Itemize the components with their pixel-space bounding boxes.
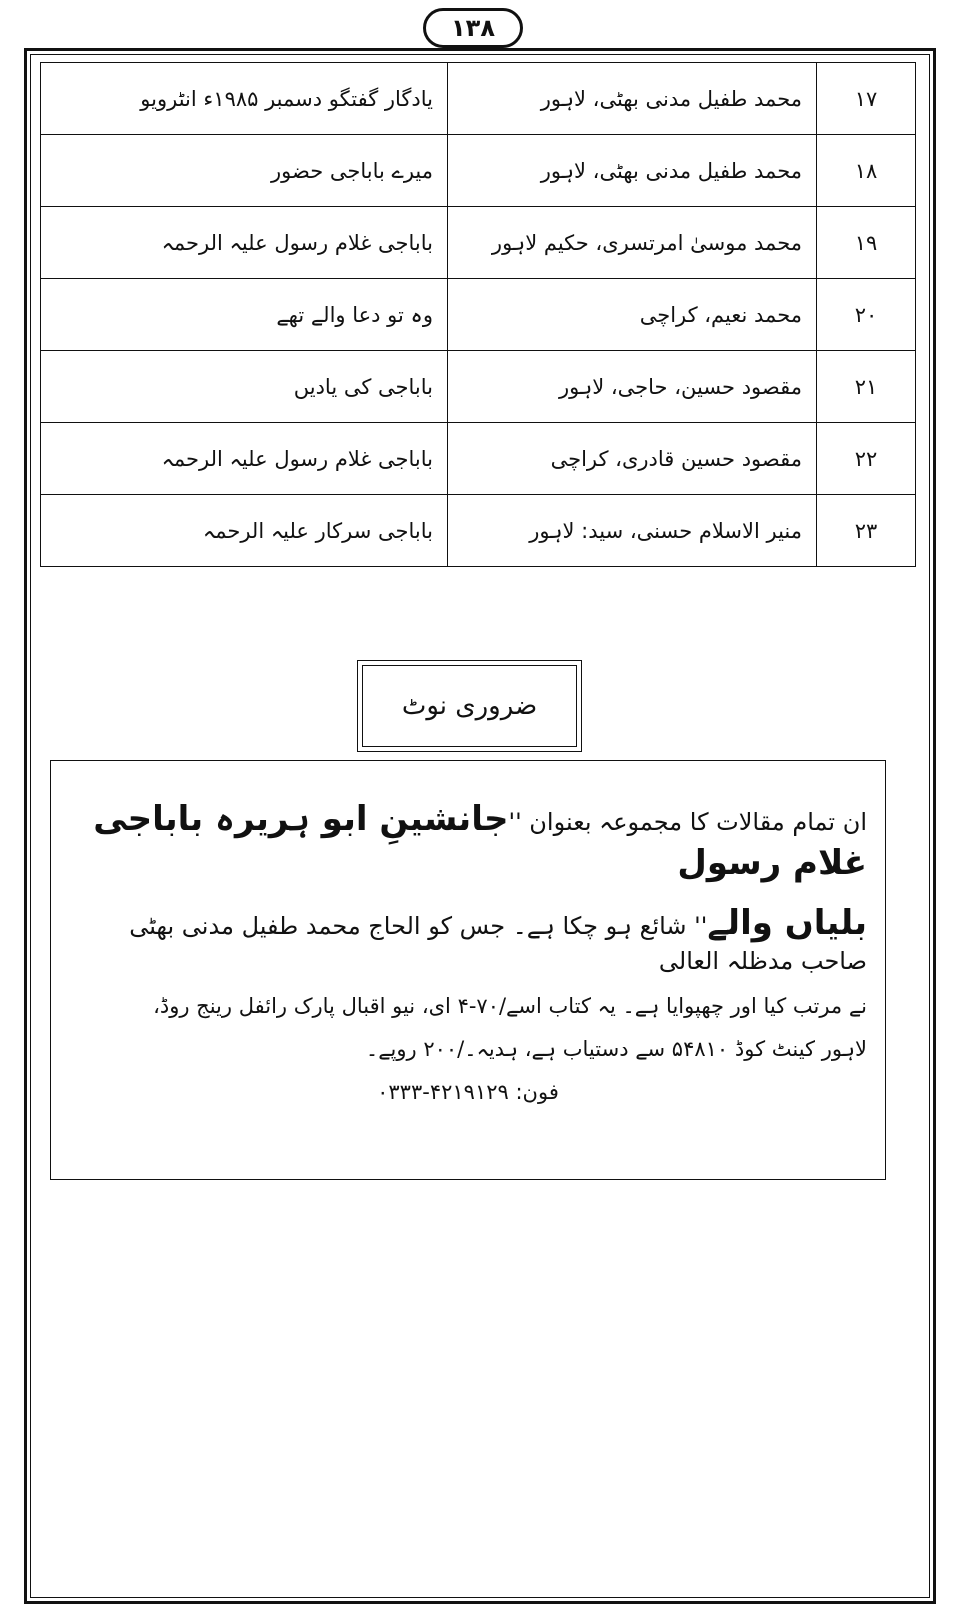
entry-title: یادگار گفتگو دسمبر ۱۹۸۵ء انٹرویو: [41, 63, 448, 135]
entry-number: ۱۸: [817, 135, 916, 207]
note-line-2: [69, 901, 867, 976]
entry-title: باباجی غلام رسول علیہ الرحمہ: [41, 423, 448, 495]
book-title-part-2: بلیاں والے: [707, 903, 867, 944]
note-line-1-prefix: ان تمام مقالات کا مجموعہ بعنوان '': [508, 808, 867, 836]
entry-number: ۲۲: [817, 423, 916, 495]
entry-title: باباجی غلام رسول علیہ الرحمہ: [41, 207, 448, 279]
table-row: [41, 423, 916, 495]
entry-author: منیر الاسلام حسنی، سید: لاہور: [448, 495, 817, 567]
page-number: ۱۳۸: [423, 8, 523, 48]
table-row: [41, 351, 916, 423]
table-row: [41, 63, 916, 135]
entry-author: محمد نعیم، کراچی: [448, 279, 817, 351]
entry-title: وہ تو دعا والے تھے: [41, 279, 448, 351]
entry-author: محمد طفیل مدنی بھٹی، لاہور: [448, 135, 817, 207]
entry-title: باباجی سرکار علیہ الرحمہ: [41, 495, 448, 567]
note-heading-box: [357, 660, 582, 752]
articles-table: [40, 62, 916, 567]
note-line-2-suffix: '' شائع ہو چکا ہے۔ جس کو الحاج محمد طفیل مدنی بھٹی صاحب مدظلہ العالی: [129, 912, 867, 975]
note-phone: فون: ۴۲۱۹۱۲۹-۰۳۳۳: [377, 1080, 559, 1105]
table-row: [41, 207, 916, 279]
entry-number: ۱۷: [817, 63, 916, 135]
entry-author: مقصود حسین، حاجی، لاہور: [448, 351, 817, 423]
note-line-1: [69, 797, 867, 885]
entry-title: میرے باباجی حضور: [41, 135, 448, 207]
note-box: [50, 760, 886, 1180]
entry-title: باباجی کی یادیں: [41, 351, 448, 423]
book-title-part-1: جانشینِ ابو ہریرہ باباجی غلام رسول: [93, 799, 867, 884]
entry-number: ۲۰: [817, 279, 916, 351]
table-row: [41, 279, 916, 351]
entry-author: محمد طفیل مدنی بھٹی، لاہور: [448, 63, 817, 135]
note-line-4: لاہور کینٹ کوڈ ۵۴۸۱۰ سے دستیاب ہے، ہدیہ۔/۲۰۰ روپے۔: [365, 1037, 867, 1062]
note-heading: ضروری نوٹ: [362, 665, 577, 747]
table-row: [41, 135, 916, 207]
entry-number: ۲۳: [817, 495, 916, 567]
table-row: [41, 495, 916, 567]
entry-number: ۱۹: [817, 207, 916, 279]
entry-author: مقصود حسین قادری، کراچی: [448, 423, 817, 495]
entry-number: ۲۱: [817, 351, 916, 423]
entry-author: محمد موسیٰ امرتسری، حکیم لاہور: [448, 207, 817, 279]
note-line-3: نے مرتب کیا اور چھپوایا ہے۔ یہ کتاب اسے/۷۰-۴ ای، نیو اقبال پارک رائفل رینج روڈ،: [153, 993, 867, 1018]
